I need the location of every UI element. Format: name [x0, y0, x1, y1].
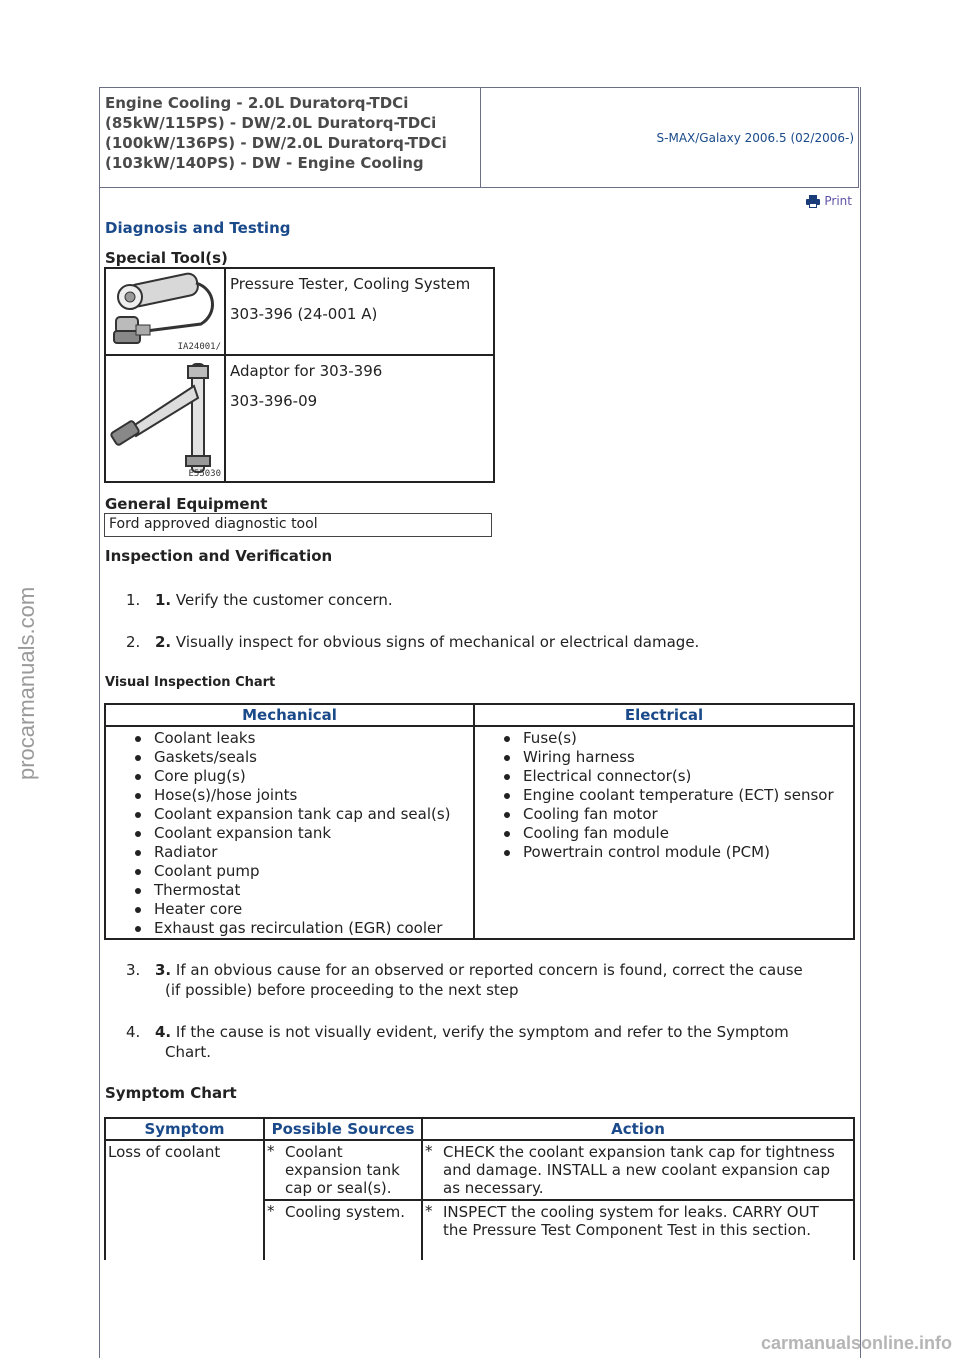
step-text-continued: (if possible) before proceeding to the next step: [165, 981, 519, 999]
source-line: Cooling system.: [285, 1203, 405, 1221]
list-item: Radiator: [106, 843, 473, 862]
step-number: 1.: [126, 591, 141, 609]
list-item: Hose(s)/hose joints: [106, 786, 473, 805]
star-marker: *: [267, 1202, 275, 1220]
action-line: and damage. INSTALL a new coolant expansion cap: [443, 1161, 831, 1179]
adaptor-image: [106, 356, 226, 481]
source-cell: [264, 1200, 422, 1260]
action-cell: [422, 1200, 854, 1260]
pressure-tester-image: [106, 269, 226, 354]
action-line: as necessary.: [443, 1179, 544, 1197]
step-text: Verify the customer concern.: [175, 591, 393, 609]
list-item: Fuse(s): [475, 729, 853, 748]
list-item: Exhaust gas recirculation (EGR) cooler: [106, 919, 473, 938]
tool-row: [106, 356, 493, 481]
tool-number: 303-396 (24-001 A): [230, 305, 378, 323]
source-line: Coolant: [285, 1143, 343, 1161]
step-bold: 3.: [155, 961, 172, 979]
list-item: Engine coolant temperature (ECT) sensor: [475, 786, 853, 805]
column-header-possible-sources: Possible Sources: [264, 1118, 422, 1140]
step-text: If an obvious cause for an observed or reported concern is found, correct the cause: [175, 961, 803, 979]
source-item: [265, 1201, 421, 1223]
source-item: [265, 1141, 421, 1199]
action-item: [423, 1141, 853, 1199]
column-header-electrical: Electrical: [474, 704, 854, 726]
list-item: Gaskets/seals: [106, 748, 473, 767]
action-line: INSPECT the cooling system for leaks. CARRY OUT: [443, 1203, 819, 1221]
list-item: Cooling fan module: [475, 824, 853, 843]
bottom-watermark: carmanualsonline.info: [760, 1333, 952, 1353]
mechanical-list: [106, 729, 473, 938]
source-line: cap or seal(s).: [285, 1179, 392, 1197]
list-item: Electrical connector(s): [475, 767, 853, 786]
document-header: [99, 87, 859, 188]
symptom-cell: [105, 1140, 264, 1260]
list-item: Thermostat: [106, 881, 473, 900]
step-number: 4.: [126, 1023, 141, 1041]
adaptor-drawing: [106, 356, 224, 481]
action-line: the Pressure Test Component Test in this section.: [443, 1221, 812, 1239]
tool-name: Adaptor for 303-396: [230, 362, 383, 380]
symptom-chart-heading: Symptom Chart: [105, 1084, 237, 1102]
step-text: Visually inspect for obvious signs of mechanical or electrical damage.: [175, 633, 700, 651]
equipment-item: Ford approved diagnostic tool: [104, 513, 492, 537]
column-header-action: Action: [422, 1118, 854, 1140]
step-number: 3.: [126, 961, 141, 979]
special-tools-heading: Special Tool(s): [105, 249, 228, 267]
symptom-text: Loss of coolant: [108, 1143, 221, 1161]
vehicle-model: S-MAX/Galaxy 2006.5 (02/2006-): [656, 130, 854, 145]
section-title: Diagnosis and Testing: [105, 219, 291, 237]
list-item: Coolant expansion tank cap and seal(s): [106, 805, 473, 824]
printer-icon: [806, 195, 820, 208]
print-label[interactable]: Print: [824, 194, 852, 208]
list-item: Coolant pump: [106, 862, 473, 881]
list-item: Coolant expansion tank: [106, 824, 473, 843]
electrical-list-cell: [474, 726, 854, 939]
list-item: Coolant leaks: [106, 729, 473, 748]
visual-inspection-table: [104, 703, 855, 940]
star-marker: *: [425, 1142, 433, 1160]
image-tag: IA24001/: [177, 342, 221, 352]
action-line: CHECK the coolant expansion tank cap for tightness: [443, 1143, 835, 1161]
general-equipment-heading: General Equipment: [105, 495, 268, 513]
source-line: expansion tank: [285, 1161, 400, 1179]
image-tag: E55030: [188, 469, 221, 479]
print-link[interactable]: [806, 194, 852, 208]
step-bold: 2.: [155, 633, 172, 651]
list-item: Heater core: [106, 900, 473, 919]
symptom-chart-table: [104, 1117, 855, 1260]
step-bold: 1.: [155, 591, 172, 609]
list-item: Cooling fan motor: [475, 805, 853, 824]
mechanical-list-cell: [105, 726, 474, 939]
inspection-heading: Inspection and Verification: [105, 547, 333, 565]
list-item: Core plug(s): [106, 767, 473, 786]
tool-number: 303-396-09: [230, 392, 318, 410]
step-bold: 4.: [155, 1023, 172, 1041]
document-title: Engine Cooling - 2.0L Duratorq-TDCi (85kW/115PS) - DW/2.0L Duratorq-TDCi (100kW/136PS) - DW/2.0L Duratorq-TDCi (103kW/140PS) - DW - Engine Cooling: [100, 88, 481, 187]
column-header-symptom: Symptom: [105, 1118, 264, 1140]
tool-name: Pressure Tester, Cooling System: [230, 275, 471, 293]
star-marker: *: [267, 1142, 275, 1160]
list-item: Wiring harness: [475, 748, 853, 767]
tool-row: [106, 269, 493, 356]
step-text: If the cause is not visually evident, verify the symptom and refer to the Symptom: [175, 1023, 789, 1041]
tool-description: [226, 269, 493, 354]
visual-chart-heading: Visual Inspection Chart: [105, 675, 276, 690]
side-watermark: procarmanuals.com: [14, 586, 39, 780]
list-item: Powertrain control module (PCM): [475, 843, 853, 862]
tool-description: [226, 356, 493, 481]
special-tools-table: [104, 267, 495, 483]
electrical-list: [475, 729, 853, 862]
step-text-continued: Chart.: [165, 1043, 211, 1061]
star-marker: *: [425, 1202, 433, 1220]
step-number: 2.: [126, 633, 141, 651]
column-header-mechanical: Mechanical: [105, 704, 474, 726]
source-cell: [264, 1140, 422, 1200]
action-cell: [422, 1140, 854, 1200]
action-item: [423, 1201, 853, 1241]
